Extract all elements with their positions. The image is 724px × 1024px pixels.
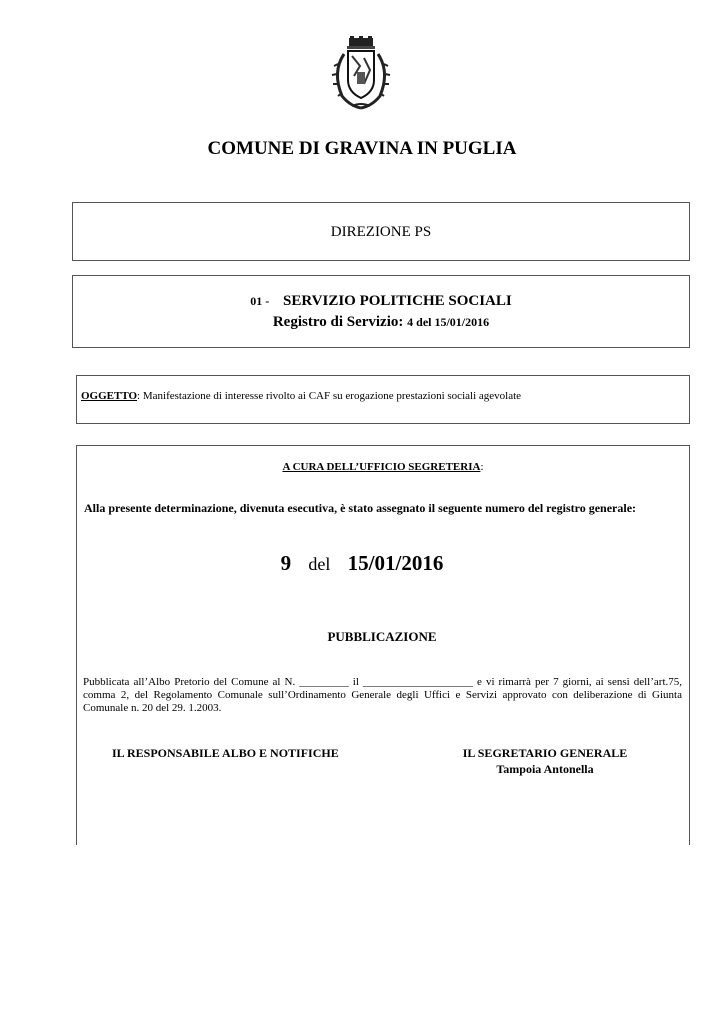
service-box [72, 275, 690, 348]
registry-label: Registro di Servizio: [272, 314, 404, 330]
service-line [73, 293, 689, 310]
subject-text: : Manifestazione di interesse rivolto ai CAF su erogazione prestazioni sociali agevolate [137, 390, 522, 402]
publication-heading: PUBBLICAZIONE [327, 629, 437, 644]
registry-number: 9 [280, 551, 292, 575]
registry-value: 4 del 15/01/2016 [407, 315, 490, 329]
direction-label: DIREZIONE PS [330, 224, 432, 240]
signature-albo: IL RESPONSABILE ALBO E NOTIFICHE [112, 746, 339, 760]
registry-del: del [308, 554, 331, 574]
service-number: 01 - [250, 294, 270, 308]
secretariat-heading-suffix: : [480, 461, 484, 473]
secretariat-heading [77, 461, 689, 473]
subject-box [76, 375, 690, 424]
publication-text: Pubblicata all’Albo Pretorio del Comune al N. _________ il ____________________ e vi rimarrà per 7 giorni, ai sensi dell’art.75, comma 2, del Regolamento Comunale sull’Ordinamento Generale degli Uffici e Servizi approvato con deliberazione di Giunta Comunale n. 20 del 29. 1.2003. [83, 676, 682, 714]
direction-box [72, 202, 690, 261]
secretariat-heading-text: A CURA DELL’UFFICIO SEGRETERIA [282, 461, 481, 473]
coat-of-arms-icon [330, 36, 392, 112]
service-name: SERVIZIO POLITICHE SOCIALI [283, 293, 512, 309]
secretary-title: IL SEGRETARIO GENERALE [462, 746, 628, 760]
page-title: COMUNE DI GRAVINA IN PUGLIA [207, 138, 517, 159]
secretariat-box [76, 445, 690, 845]
general-registry-number [0, 551, 724, 576]
registry-date: 15/01/2016 [347, 551, 444, 575]
secretary-name: Tampoia Antonella [496, 762, 594, 776]
subject-line [81, 390, 521, 402]
registry-paragraph: Alla presente determinazione, divenuta esecutiva, è stato assegnato il seguente numero del registro generale: [84, 501, 637, 515]
signature-secretary [453, 746, 637, 777]
subject-label: OGGETTO [81, 390, 138, 402]
registry-line [73, 314, 689, 331]
